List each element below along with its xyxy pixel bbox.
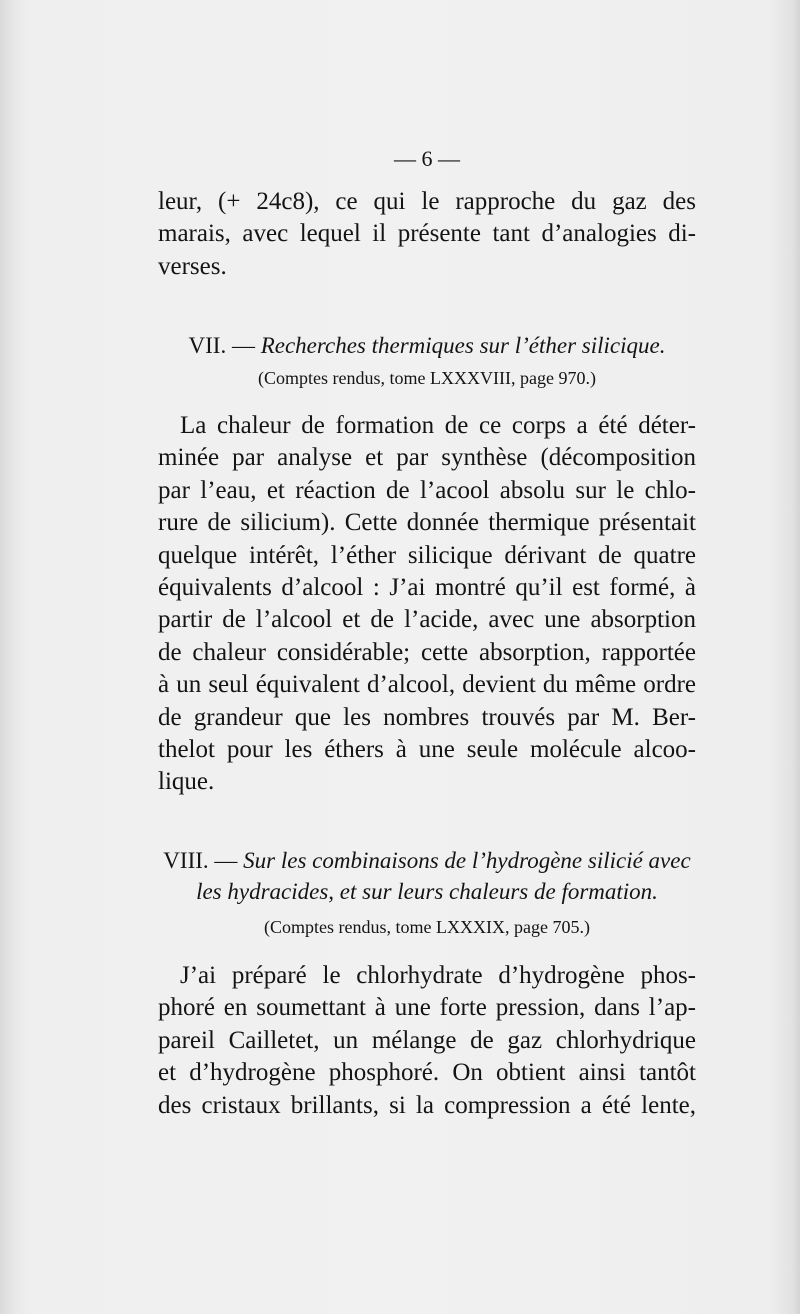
text-line: J’ai préparé le chlorhydrate d’hydrogène phos- bbox=[180, 962, 696, 989]
text-line: équivalents d’alcool : J’ai montré qu’il est formé, à bbox=[158, 574, 696, 602]
section-title: les hydracides, et sur leurs chaleurs de formation. bbox=[196, 879, 658, 904]
text-line: des cristaux brillants, si la compression a été lente, bbox=[158, 1091, 696, 1119]
section-reference: (Comptes rendus, tome LXXXIX, page 705.) bbox=[264, 917, 590, 937]
text-line: verses. bbox=[158, 252, 227, 280]
paragraph-continuation bbox=[158, 186, 696, 283]
paragraph-ether-silicique bbox=[158, 410, 696, 799]
text-line: de grandeur que les nombres trouvés par M. Ber- bbox=[158, 703, 696, 731]
section-heading-vii bbox=[158, 330, 696, 361]
text-line: lique. bbox=[158, 768, 215, 796]
text-line: de chaleur considérable; cette absorption, rapportée bbox=[158, 638, 696, 666]
section-heading-viii bbox=[158, 845, 696, 876]
text-line: et d’hydrogène phosphoré. On obtient ainsi tantôt bbox=[158, 1059, 696, 1087]
text-line: à un seul équivalent d’alcool, devient du même ordre bbox=[158, 671, 696, 699]
section-title: Recherches thermiques sur l’éther silicique. bbox=[260, 333, 666, 358]
text-line: phoré en soumettant à une forte pression, dans l’ap- bbox=[158, 994, 696, 1022]
section-title-continued bbox=[158, 876, 696, 907]
text-line: pareil Cailletet, un mélange de gaz chlorhydrique bbox=[158, 1026, 696, 1054]
page-number: — 6 — bbox=[394, 146, 460, 171]
text-line: La chaleur de formation de ce corps a été déter- bbox=[180, 412, 696, 439]
text-line: par l’eau, et réaction de l’acool absolu sur le chlo- bbox=[158, 476, 696, 504]
section-number: VIII. — bbox=[163, 848, 238, 873]
text-line: partir de l’alcool et de l’acide, avec une absorption bbox=[158, 606, 696, 634]
text-line: rure de silicium). Cette donnée thermique présentait bbox=[158, 509, 696, 537]
section-number: VII. — bbox=[188, 333, 255, 358]
section-reference: (Comptes rendus, tome LXXXVIII, page 970.) bbox=[258, 368, 596, 388]
text-line: marais, avec lequel il présente tant d’analogies di- bbox=[158, 220, 696, 248]
text-line: thelot pour les éthers à une seule molécule alcoo- bbox=[158, 736, 696, 764]
text-line: quelque intérêt, l’éther silicique dérivant de quatre bbox=[158, 541, 696, 569]
section-title: Sur les combinaisons de l’hydrogène silicié avec bbox=[243, 848, 691, 873]
paragraph-chlorhydrate bbox=[158, 960, 696, 1122]
text-line: minée par analyse et par synthèse (décomposition bbox=[158, 444, 696, 472]
text-line: leur, (+ 24c8), ce qui le rapproche du gaz des bbox=[158, 188, 696, 215]
